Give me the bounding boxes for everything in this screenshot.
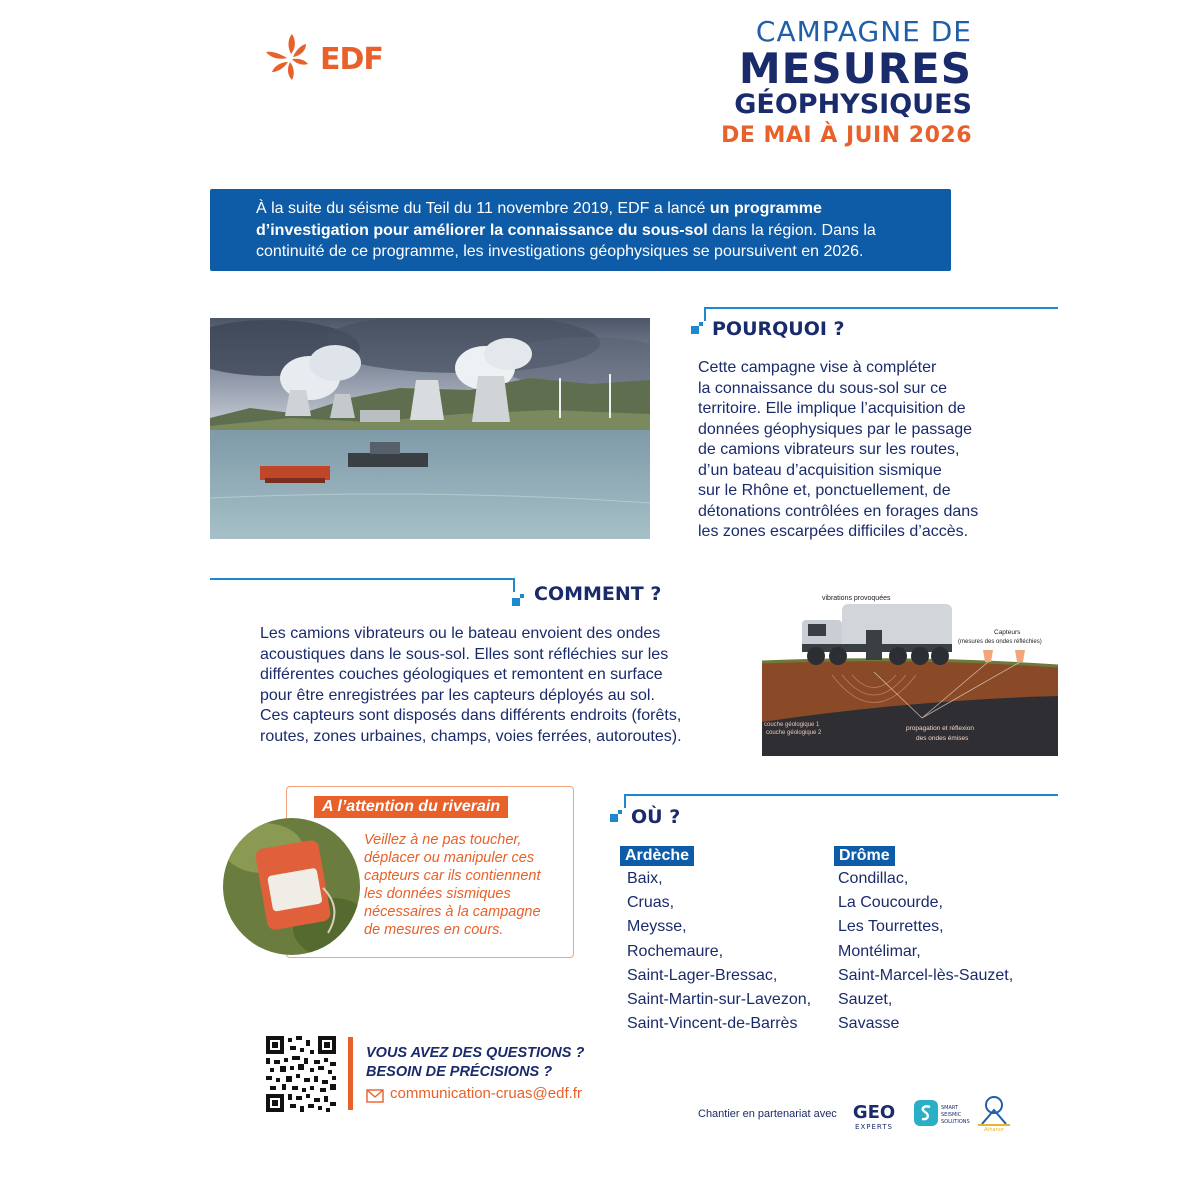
seismic-diagram <box>762 590 1058 756</box>
region-label-ardeche: Ardèche <box>620 846 694 866</box>
title-line-3: GÉOPHYSIQUES <box>734 89 972 120</box>
list-item: Les Tourrettes, <box>838 918 944 936</box>
athanor-logo <box>974 1092 1014 1132</box>
athanor-logo-text: Athanor <box>984 1127 1004 1132</box>
list-item: Saint-Vincent-de-Barrès <box>627 1015 798 1033</box>
pourquoi-line: les zones escarpées difficiles d’accès. <box>698 523 969 540</box>
diagram-label-couche1: couche géologique 1 <box>764 722 820 728</box>
comment-line: pour être enregistrées par les capteurs déployés au sol. <box>260 686 655 704</box>
diagram-label-couche2: couche géologique 2 <box>766 730 822 736</box>
pixel-square-icon <box>691 322 703 334</box>
ou-heading: OÙ ? <box>631 806 681 828</box>
comment-line: acoustiques dans le sous-sol. Elles sont réfléchies sur les <box>260 645 669 663</box>
contact-question <box>366 1044 584 1082</box>
edf-logo-text: EDF <box>320 42 383 77</box>
diagram-label-propagation-2: des ondes émises <box>916 735 969 742</box>
geo-experts-logo <box>848 1098 900 1132</box>
attention-line: de mesures en cours. <box>364 922 504 938</box>
pourquoi-line: territoire. Elle implique l’acquisition de <box>698 400 966 417</box>
diagram-label-capteurs: Capteurs <box>994 629 1021 636</box>
attention-text <box>364 831 569 939</box>
smart-seismic-line-2: SEISMIC <box>941 1112 962 1118</box>
attention-line: capteurs car ils contiennent <box>364 868 541 884</box>
list-item: Saint-Martin-sur-Lavezon, <box>627 991 812 1009</box>
qr-code[interactable] <box>266 1036 336 1112</box>
town-list-drome <box>838 867 1013 1036</box>
smart-seismic-line-1: SMART <box>941 1105 959 1111</box>
power-plant-photo <box>210 318 650 539</box>
region-label-drome: Drôme <box>834 846 895 866</box>
list-item: Rochemaure, <box>627 942 724 960</box>
pixel-square-icon <box>610 810 622 822</box>
pourquoi-line: détonations contrôlées en forages dans <box>698 502 979 520</box>
contact-email-link[interactable]: communication-cruas@edf.fr <box>390 1085 582 1102</box>
pourquoi-rule <box>704 307 1058 309</box>
campaign-title <box>572 16 972 152</box>
smart-seismic-line-3: SOLUTIONS <box>941 1119 970 1125</box>
ou-rule <box>624 794 1058 796</box>
intro-text-bold: un programme d’investigation pour améliorer la connaissance du sous-sol <box>256 200 822 239</box>
list-item: Sauzet, <box>838 991 893 1009</box>
attention-line: Veillez à ne pas toucher, <box>364 832 522 848</box>
attention-line: nécessaires à la campagne <box>364 904 541 920</box>
partners-label: Chantier en partenariat avec <box>698 1108 837 1120</box>
pixel-square-icon <box>512 594 524 606</box>
geo-logo-text: GEO <box>852 1102 896 1123</box>
comment-text <box>260 624 682 747</box>
edf-logo <box>262 28 392 86</box>
contact-accent-bar <box>348 1037 353 1110</box>
contact-question-line-1: VOUS AVEZ DES QUESTIONS ? <box>366 1045 585 1061</box>
comment-line: différentes couches géologiques et remontent en surface <box>260 666 663 683</box>
diagram-label-vibrations: vibrations provoquées <box>822 595 891 602</box>
smart-seismic-logo <box>914 1098 970 1130</box>
list-item: Meysse, <box>627 918 687 936</box>
pourquoi-line: de camions vibrateurs sur les routes, <box>698 441 960 458</box>
comment-heading: COMMENT ? <box>534 583 662 605</box>
attention-line: déplacer ou manipuler ces <box>364 850 535 866</box>
comment-line: Ces capteurs sont disposés dans différents endroits (forêts, <box>260 707 682 724</box>
comment-rule-tick <box>513 578 515 592</box>
list-item: La Coucourde, <box>838 894 943 912</box>
intro-banner <box>210 189 951 271</box>
intro-text-2: dans la région. Dans la continuité de ce programme, les investigations géophysiques se poursuivent en 2026. <box>256 221 876 260</box>
title-line-1: CAMPAGNE DE <box>755 15 972 48</box>
pourquoi-text <box>698 358 978 543</box>
pourquoi-line: d’un bateau d’acquisition sismique <box>698 461 942 479</box>
comment-rule <box>210 578 515 580</box>
pourquoi-line: sur le Rhône et, ponctuellement, de <box>698 482 951 499</box>
comment-line: Les camions vibrateurs ou le bateau envoient des ondes <box>260 625 661 642</box>
list-item: Montélimar, <box>838 942 921 960</box>
geo-logo-sub: EXPERTS <box>855 1123 893 1131</box>
pourquoi-line: données géophysiques par le passage <box>698 420 972 438</box>
list-item: Saint-Lager-Bressac, <box>627 966 778 984</box>
attention-line: les données sismiques <box>364 886 511 902</box>
edf-flower-icon <box>262 28 318 86</box>
mail-icon <box>366 1089 384 1103</box>
title-dates: DE MAI À JUIN 2026 <box>721 123 972 148</box>
list-item: Baix, <box>627 870 663 887</box>
sensor-photo <box>223 818 360 955</box>
intro-text-1: À la suite du séisme du Teil du 11 novembre 2019, EDF a lancé <box>256 200 710 217</box>
title-line-2: MESURES <box>738 44 972 93</box>
list-item: Savasse <box>838 1015 900 1033</box>
list-item: Cruas, <box>627 894 675 912</box>
pourquoi-line: la connaissance du sous-sol sur ce <box>698 379 948 397</box>
attention-label: A l’attention du riverain <box>314 796 508 818</box>
pourquoi-rule-tick <box>704 307 706 321</box>
town-list-ardeche <box>627 867 811 1036</box>
diagram-label-propagation-1: propagation et réflexion <box>906 725 974 732</box>
list-item: Saint-Marcel-lès-Sauzet, <box>838 966 1014 984</box>
contact-question-line-2: BESOIN DE PRÉCISIONS ? <box>366 1064 553 1080</box>
list-item: Condillac, <box>838 870 909 887</box>
pourquoi-line: Cette campagne vise à compléter <box>698 359 937 376</box>
ou-rule-tick <box>624 794 626 808</box>
pourquoi-heading: POURQUOI ? <box>712 318 845 340</box>
comment-line: routes, zones urbaines, champs, voies ferrées, autoroutes). <box>260 727 682 745</box>
diagram-label-capteurs-sub: (mesures des ondes réfléchies) <box>958 639 1042 645</box>
